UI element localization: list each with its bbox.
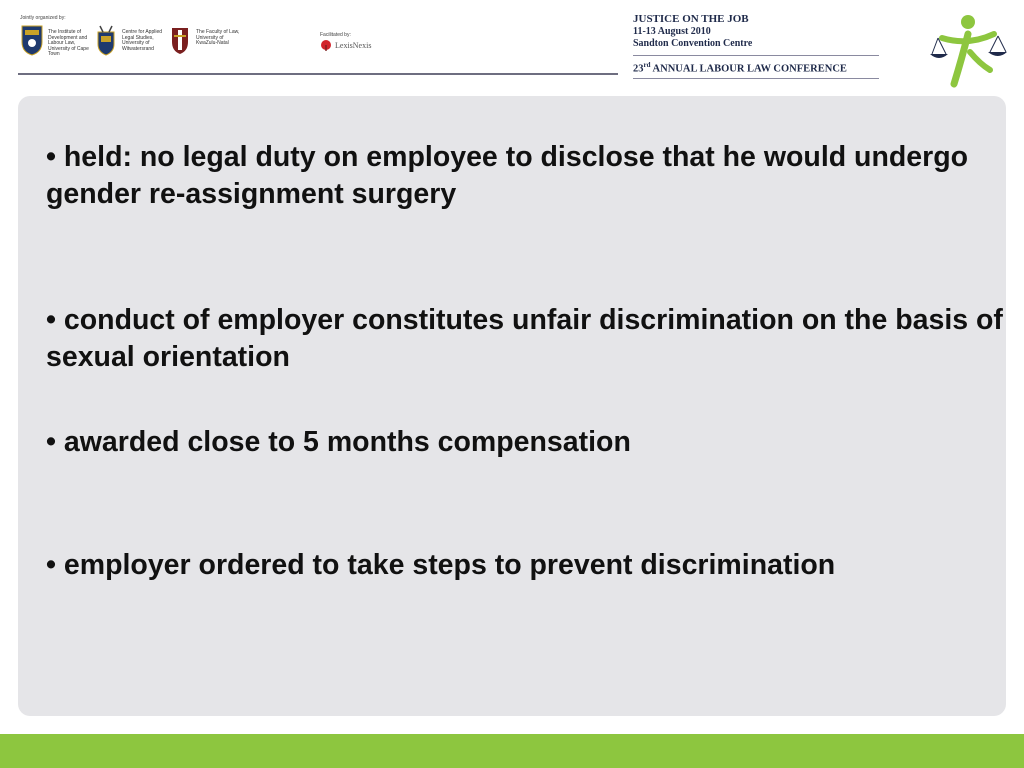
sponsor-uct — [20, 24, 90, 60]
bullet-awarded: • awarded close to 5 months compensation — [46, 426, 631, 458]
edition-number: 23 — [633, 63, 644, 75]
sponsor-label: The Faculty of Law, University of KwaZulu-Natal — [196, 29, 240, 47]
content-panel — [18, 96, 1006, 716]
facilitated-by-label: Facilitated by: — [320, 32, 351, 38]
wits-crest-icon — [94, 24, 118, 56]
conference-title: JUSTICE ON THE JOB — [633, 13, 749, 25]
conference-info — [633, 13, 883, 79]
conference-full-name: ANNUAL LABOUR LAW CONFERENCE — [652, 63, 847, 75]
sponsor-label: The Institute of Development and Labour Law, University of Cape Town — [48, 29, 89, 58]
facilitator-name: LexisNexis — [335, 41, 372, 50]
edition-suffix: rd — [643, 61, 651, 69]
conference-divider — [633, 55, 879, 56]
bullet-employer-ordered: • employer ordered to take steps to prevent discrimination — [46, 549, 836, 581]
organized-by-label: Jointly organized by: — [20, 15, 66, 21]
sponsor-wits — [94, 24, 164, 60]
lexisnexis-tree-icon — [320, 40, 332, 51]
header-divider — [18, 73, 618, 75]
sponsor-ukzn — [168, 24, 244, 60]
conference-dates: 11-13 August 2010 — [633, 26, 711, 37]
conference-venue: Sandton Convention Centre — [633, 38, 753, 49]
justice-scale-logo-icon — [928, 12, 1008, 88]
lexisnexis-logo — [320, 40, 371, 51]
sponsor-label: Centre for Applied Legal Studies, University of Witwatersrand — [122, 29, 163, 52]
bullet-held: • held: no legal duty on employee to disclose that he would undergo gender re-assignment surgery — [46, 141, 969, 210]
conference-name — [633, 58, 883, 77]
footer-accent-bar — [0, 734, 1024, 768]
slide-header — [0, 0, 1024, 92]
conference-divider — [633, 78, 879, 79]
bullet-conduct: • conduct of employer constitutes unfair discrimination on the basis of sexual orientation — [46, 304, 1003, 373]
uct-crest-icon — [20, 24, 44, 56]
ukzn-crest-icon — [168, 24, 192, 56]
